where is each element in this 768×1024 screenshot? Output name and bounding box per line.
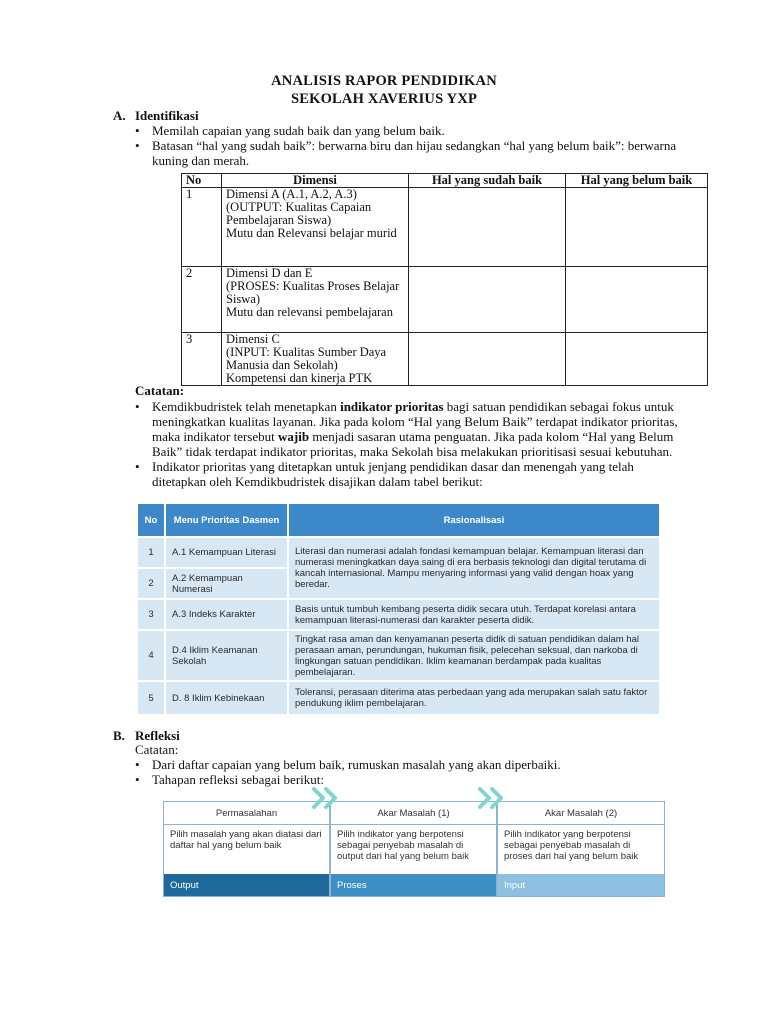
list-item: • Tahapan refleksi sebagai berikut: — [135, 772, 680, 787]
flow-stage-title: Akar Masalah (1) — [331, 802, 496, 825]
row-menu: A.2 Kemampuan Numerasi — [166, 569, 287, 598]
chevron-right-icon — [312, 787, 346, 809]
document-title-line2: SEKOLAH XAVERIUS YXP — [290, 91, 478, 107]
table-row — [182, 333, 708, 386]
dimensi-line: (OUTPUT: Kualitas Capaian Pembelajaran Siswa) — [226, 200, 372, 227]
row-dimensi — [222, 267, 409, 333]
dimensi-line: Dimensi C — [226, 332, 280, 346]
row-menu: D.4 Iklim Keamanan Sekolah — [166, 631, 287, 680]
col-header-menu: Menu Prioritas Dasmen — [166, 504, 287, 536]
flow-stage-title: Permasalahan — [164, 802, 329, 825]
row-menu: A.3 Indeks Karakter — [166, 600, 287, 629]
row-menu: A.1 Kemampuan Literasi — [166, 538, 287, 567]
row-no: 3 — [182, 333, 222, 386]
section-a-heading — [113, 108, 199, 124]
flow-stage-footer: Output — [164, 874, 329, 896]
dimension-table — [181, 173, 708, 386]
col-header-dimensi: Dimensi — [222, 174, 409, 188]
section-a-bullets — [135, 123, 680, 168]
row-dimensi — [222, 188, 409, 267]
flow-stage-footer: Proses — [331, 874, 496, 896]
list-item — [135, 399, 680, 459]
dimensi-line: (INPUT: Kualitas Sumber Daya Manusia dan Sekolah) — [226, 345, 387, 372]
col-header-belum-baik: Hal yang belum baik — [566, 174, 708, 188]
row-sudah-baik — [409, 267, 566, 333]
row-belum-baik — [566, 188, 708, 267]
dimensi-line: Mutu dan Relevansi belajar murid — [226, 226, 397, 240]
flow-stage-permasalahan — [163, 801, 330, 897]
col-header-rasionalisasi: Rasionalisasi — [289, 504, 659, 536]
col-header-no: No — [182, 174, 222, 188]
section-b-catatan: Catatan: — [135, 742, 179, 757]
table-header-row — [182, 174, 708, 188]
catatan-bold-text: wajib — [278, 429, 310, 444]
row-menu: D. 8 Iklim Kebinekaan — [166, 682, 287, 714]
section-b-title: Refleksi — [135, 728, 180, 743]
dimensi-line: Mutu dan relevansi pembelajaran — [226, 305, 393, 319]
catatan-bold-text: indikator prioritas — [340, 399, 444, 414]
list-item: • Indikator prioritas yang ditetapkan untuk jenjang pendidikan dasar dan menengah yang telah ditetapkan oleh Kemdikbudristek disajikan dalam tabel berikut: — [135, 459, 680, 489]
flow-stage-akar-masalah-1 — [330, 801, 497, 897]
dimensi-line: (PROSES: Kualitas Proses Belajar Siswa) — [226, 279, 400, 306]
row-no: 2 — [182, 267, 222, 333]
row-dimensi — [222, 333, 409, 386]
flow-stage-desc: Pilih indikator yang berpotensi sebagai penyebab masalah di proses dari hal yang belum baik — [504, 829, 639, 862]
catatan-heading: Catatan: — [135, 383, 185, 398]
row-rasionalisasi: Tingkat rasa aman dan kenyamanan peserta didik di satuan pendidikan dalam hal perasaan aman, perundungan, hukuman fisik, pelecehan seksual, dan narkoba di lingkungan satuan pendidikan. Iklim keamanan berdampak pada kualitas pembelajaran. — [289, 631, 659, 680]
row-no: 2 — [138, 569, 164, 598]
row-no: 1 — [138, 538, 164, 567]
section-a-title: Identifikasi — [135, 108, 199, 123]
chevron-right-icon — [478, 787, 512, 809]
section-b-bullets — [135, 757, 680, 787]
row-sudah-baik — [409, 333, 566, 386]
flow-stage-title: Akar Masalah (2) — [498, 802, 664, 825]
flow-stage-footer: Input — [498, 874, 664, 896]
catatan-text: Kemdikbudristek telah menetapkan — [152, 399, 341, 414]
catatan-bullets — [135, 399, 680, 489]
section-a-label: A. — [113, 108, 126, 123]
flow-stage-desc: Pilih masalah yang akan diatasi dari daftar hal yang belum baik — [170, 829, 322, 851]
list-item: • Batasan “hal yang sudah baik”: berwarna biru dan hijau sedangkan “hal yang belum baik”: berwarna kuning dan merah. — [135, 138, 680, 168]
row-rasionalisasi: Basis untuk tumbuh kembang peserta didik secara utuh. Terdapat korelasi antara kemampuan literasi-numerasi dan karakter peserta didik. — [289, 600, 659, 629]
row-rasionalisasi: Toleransi, perasaan diterima atas perbedaan yang ada merupakan salah satu faktor pendukung iklim pembelajaran. — [289, 682, 659, 714]
row-no: 4 — [138, 631, 164, 680]
dimensi-line: Dimensi A (A.1, A.2, A.3) — [226, 187, 357, 201]
row-no: 1 — [182, 188, 222, 267]
table-row — [182, 267, 708, 333]
list-item: • Memilah capaian yang sudah baik dan yang belum baik. — [135, 123, 680, 138]
catatan-text: bagi satuan pendidikan sebagai fokus untuk meningkatkan kualitas layanan. Jika pada kolom “Hal yang Belum Baik” terdapat indikator prioritas, maka indikator tersebut — [152, 399, 678, 444]
list-item: • Dari daftar capaian yang belum baik, rumuskan masalah yang akan diperbaiki. — [135, 757, 680, 772]
catatan-text: menjadi sasaran utama penguatan. Jika pada kolom “Hal yang Belum Baik” tidak terdapat indikator prioritas, maka Sekolah bisa melakukan prioritisasi sesuai kebutuhan. — [152, 429, 674, 459]
section-b-label: B. — [113, 728, 125, 743]
col-header-no: No — [138, 504, 164, 536]
row-no: 5 — [138, 682, 164, 714]
priority-indicator-table — [138, 504, 659, 714]
document-title-line1: ANALISIS RAPOR PENDIDIKAN — [271, 73, 497, 89]
row-no: 3 — [138, 600, 164, 629]
flow-stage-akar-masalah-2 — [497, 801, 665, 897]
row-rasionalisasi: Literasi dan numerasi adalah fondasi kemampuan belajar. Kemampuan literasi dan numerasi meningkatkan daya saing di era berbasis teknologi dan digital terutama di kancah internasional. Mampu menyaring informasi yang valid dengan hoax yang beredar. — [289, 538, 659, 598]
flow-stage-desc: Pilih indikator yang berpotensi sebagai penyebab masalah di output dari hal yang belum baik — [337, 829, 470, 862]
table-row — [182, 188, 708, 267]
row-belum-baik — [566, 267, 708, 333]
row-sudah-baik — [409, 188, 566, 267]
dimensi-line: Dimensi D dan E — [226, 266, 313, 280]
col-header-sudah-baik: Hal yang sudah baik — [409, 174, 566, 188]
dimensi-line: Kompetensi dan kinerja PTK — [226, 371, 373, 385]
reflection-flow-diagram — [163, 801, 665, 897]
row-belum-baik — [566, 333, 708, 386]
